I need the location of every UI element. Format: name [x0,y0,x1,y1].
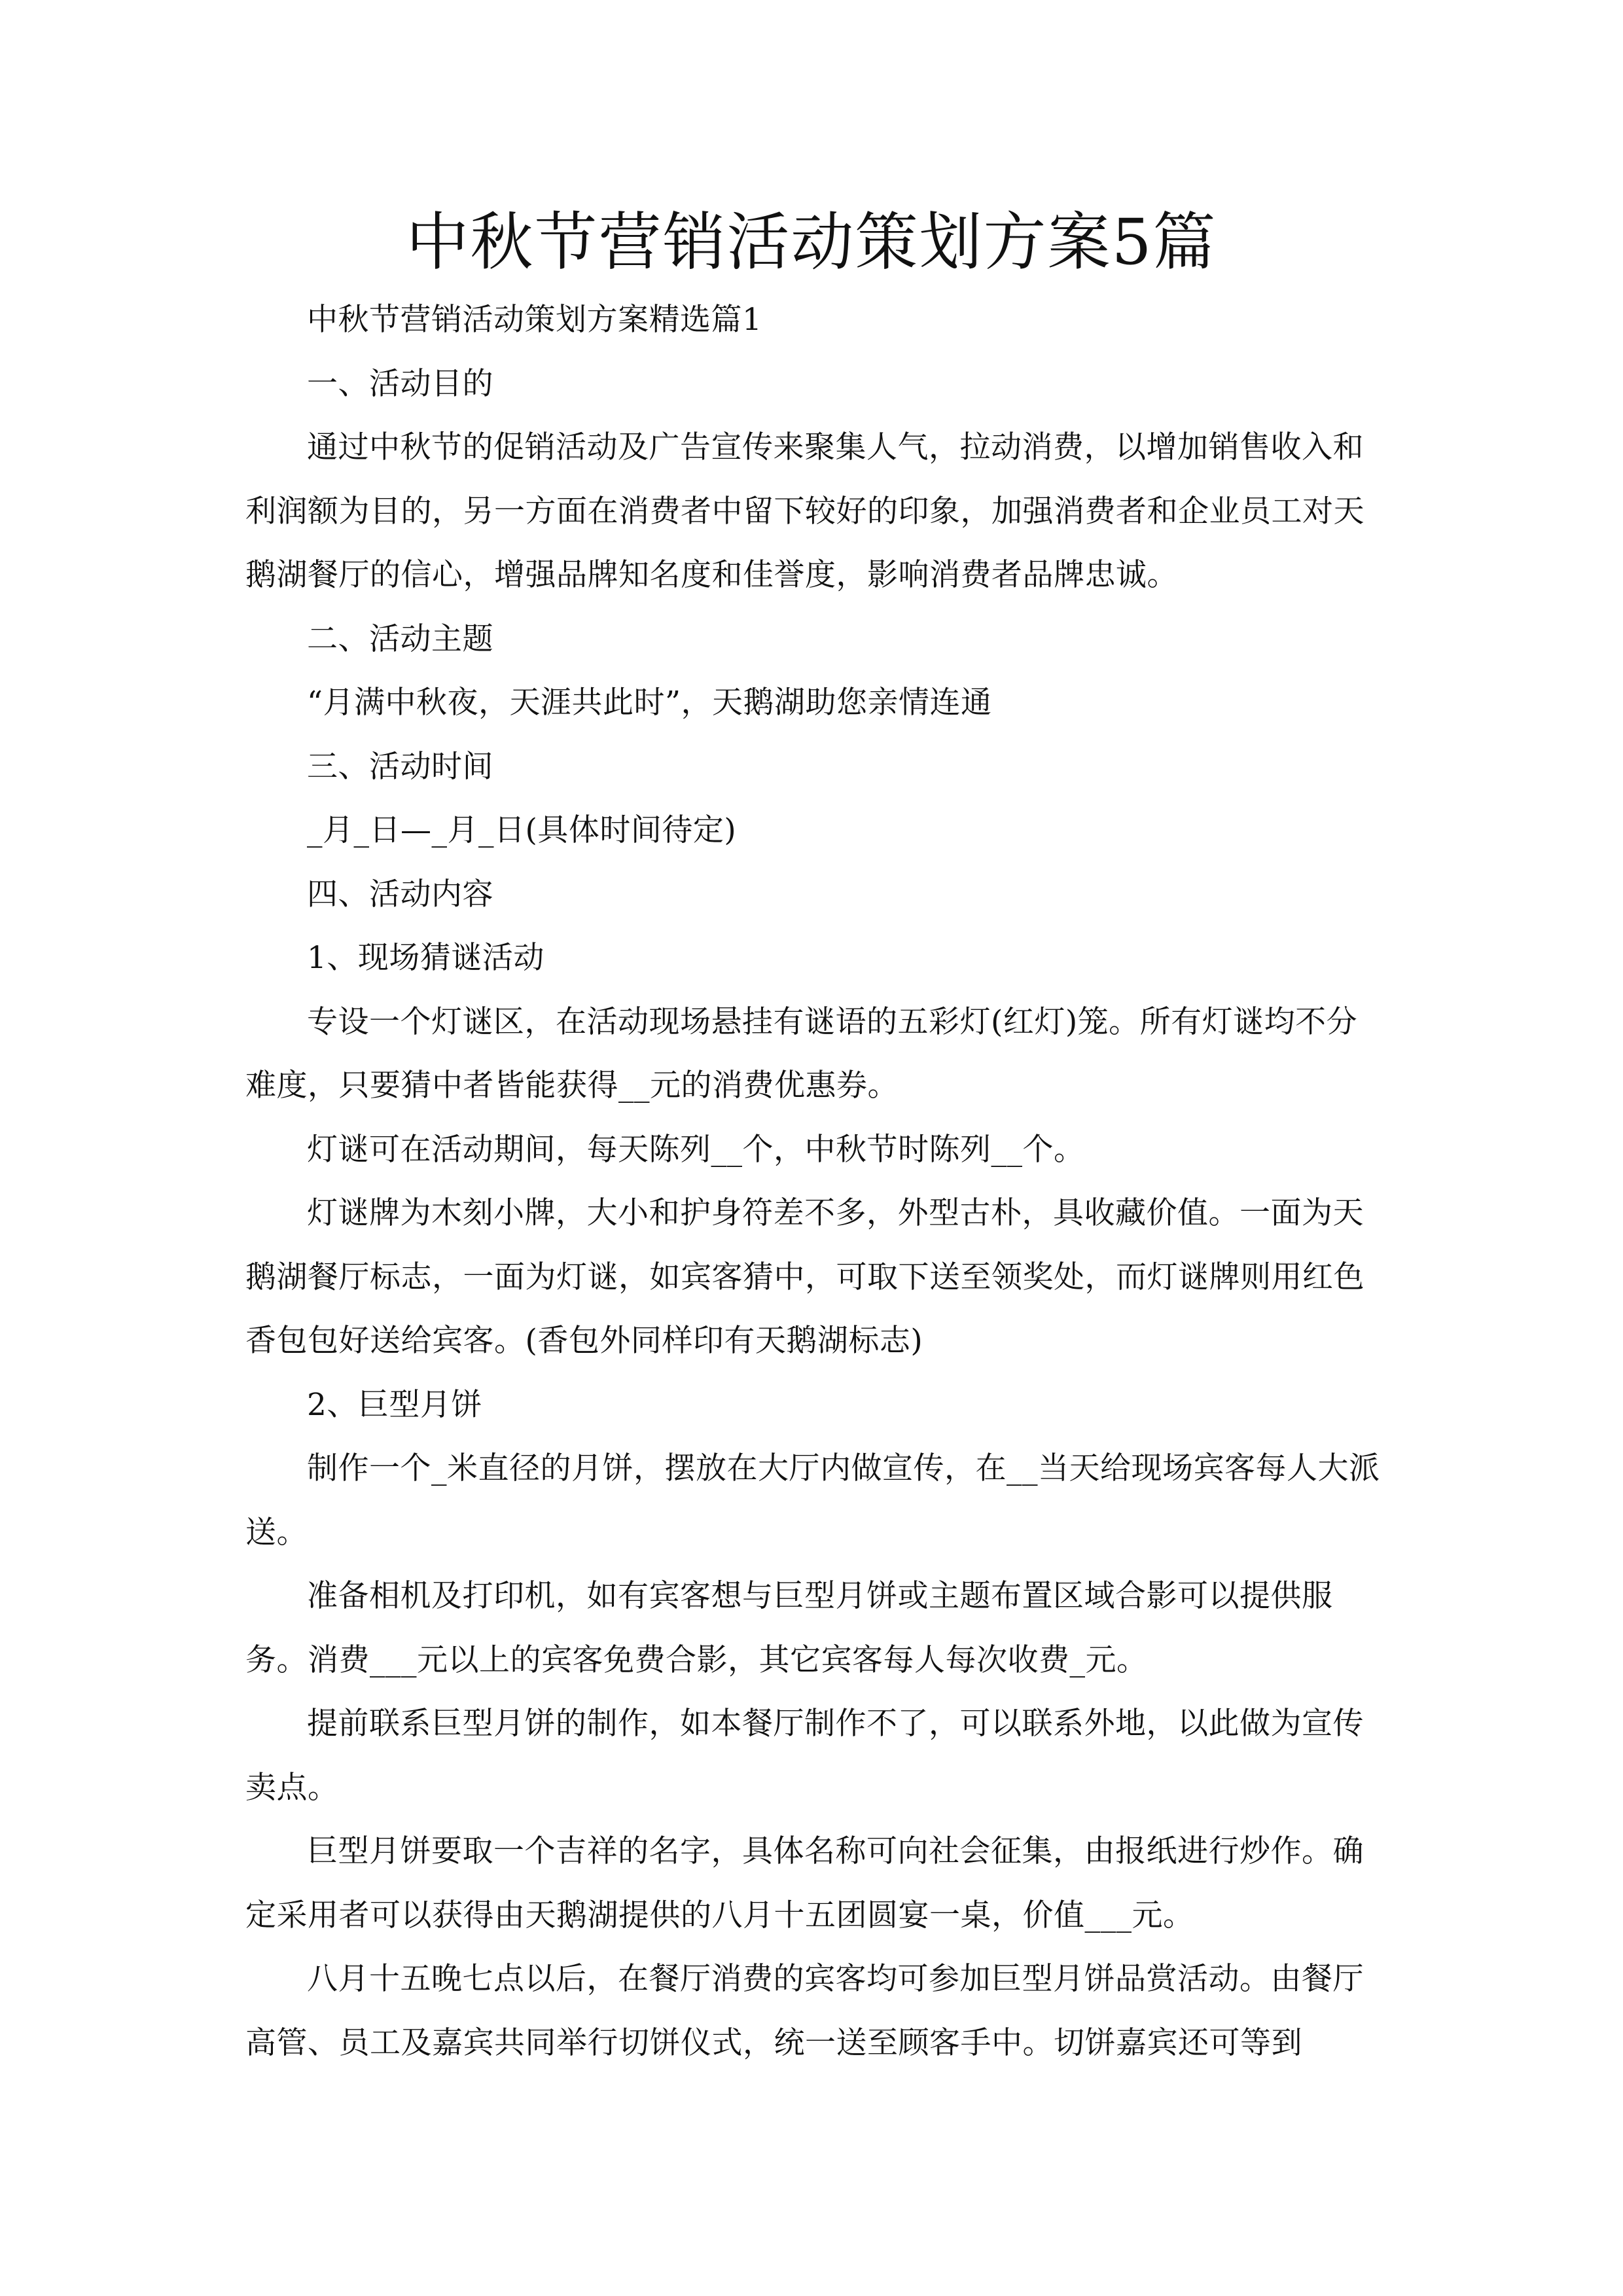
subsection-heading: 2、巨型月饼 [307,1386,482,1423]
body-paragraph: 巨型月饼要取一个吉祥的名字，具体名称可向社会征集，由报纸进行炒作。确定采用者可以获得由天鹅湖提供的八月十五团圆宴一桌，价值___元。 [245,1833,1364,1933]
body-paragraph: 通过中秋节的促销活动及广告宣传来聚集人气，拉动消费，以增加销售收入和利润额为目的，另一方面在消费者中留下较好的印象，加强消费者和企业员工对天鹅湖餐厅的信心，增强品牌知名度和佳誉度，影响消费者品牌忠诚。 [245,429,1364,593]
document-body [245,288,1381,2075]
section-heading: 二、活动主题 [307,620,493,657]
subsection-heading: 1、现场猜谜活动 [307,940,544,976]
section-heading: 三、活动时间 [307,748,493,785]
body-paragraph: 灯谜牌为木刻小牌，大小和护身符差不多，外型古朴，具收藏价值。一面为天鹅湖餐厅标志，一面为灯谜，如宾客猜中，可取下送至领奖处，而灯谜牌则用红色香包包好送给宾客。(香包外同样印有天鹅湖标志) [245,1195,1364,1359]
body-paragraph: _月_日—_月_日(具体时间待定) [307,812,737,848]
body-paragraph: 专设一个灯谜区，在活动现场悬挂有谜语的五彩灯(红灯)笼。所有灯谜均不分难度，只要猜中者皆能获得__元的消费优惠券。 [245,1003,1358,1103]
section-heading: 中秋节营销活动策划方案精选篇1 [307,302,762,338]
document-title: 中秋节营销活动策划方案5篇 [406,206,1217,279]
body-paragraph: 灯谜可在活动期间，每天陈列__个，中秋节时陈列__个。 [307,1131,1085,1168]
section-heading: 四、活动内容 [307,876,493,912]
section-heading: 一、活动目的 [307,365,493,402]
body-paragraph: “月满中秋夜，天涯共此时”，天鹅湖助您亲情连通 [307,685,992,721]
body-paragraph: 准备相机及打印机，如有宾客想与巨型月饼或主题布置区域合影可以提供服务。消费___元以上的宾客免费合影，其它宾客每人每次收费_元。 [245,1578,1333,1678]
body-paragraph: 八月十五晚七点以后，在餐厅消费的宾客均可参加巨型月饼品赏活动。由餐厅高管、员工及嘉宾共同举行切饼仪式，统一送至顾客手中。切饼嘉宾还可等到 [245,1961,1364,2061]
body-paragraph: 制作一个_米直径的月饼，摆放在大厅内做宣传，在__当天给现场宾客每人大派送。 [245,1450,1380,1551]
body-paragraph: 提前联系巨型月饼的制作，如本餐厅制作不了，可以联系外地，以此做为宣传卖点。 [245,1706,1364,1806]
